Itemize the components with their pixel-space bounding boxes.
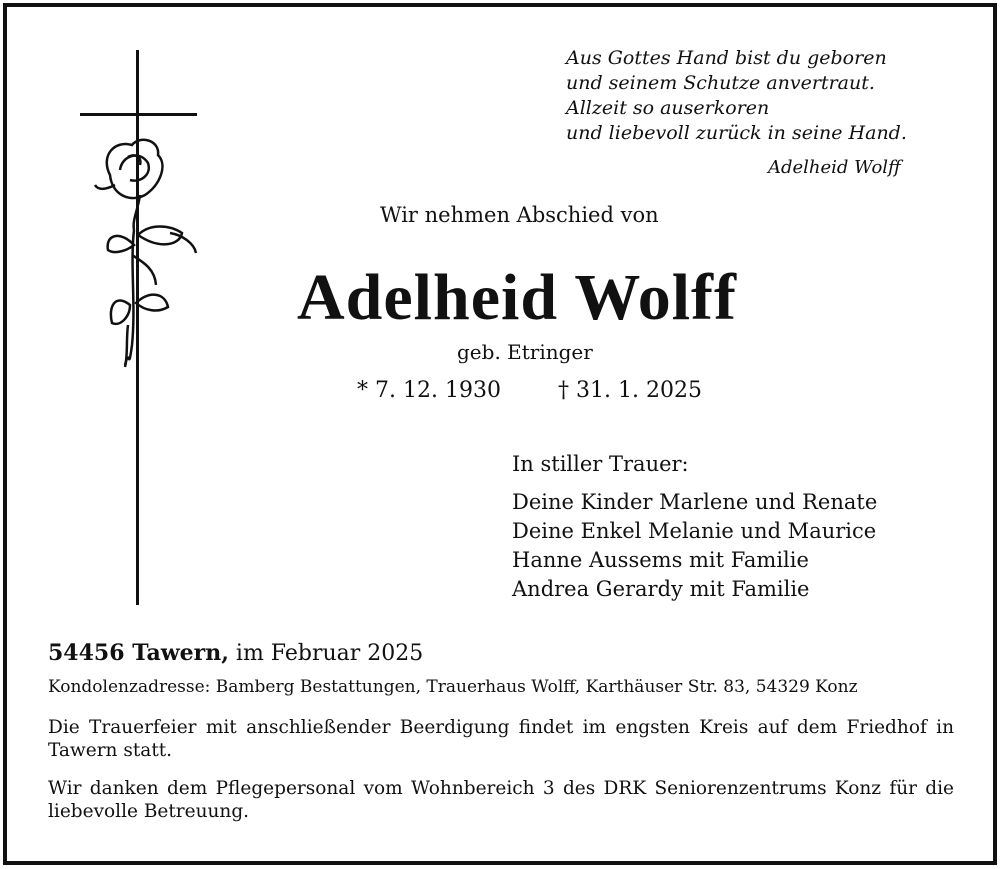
poem: [566, 46, 907, 146]
deceased-name: Adelheid Wolff: [297, 261, 738, 334]
funeral-info: Die Trauerfeier mit anschließender Beerdigung findet im engsten Kreis auf dem Friedhof in Tawern statt.: [48, 717, 954, 761]
mourner-line: Hanne Aussems mit Familie: [512, 548, 809, 572]
cross-with-rose-icon: [70, 45, 210, 610]
mourners-list: [512, 488, 877, 604]
birth-date: * 7. 12. 1930: [357, 378, 501, 403]
poem-author: Adelheid Wolff: [768, 157, 901, 178]
condolence-address: Kondolenzadresse: Bamberg Bestattungen, Trauerhaus Wolff, Karthäuser Str. 83, 54329 Konz: [48, 677, 858, 697]
mourners-heading: In stiller Trauer:: [512, 452, 689, 476]
place: 54456 Tawern,: [48, 640, 229, 666]
poem-line: und seinem Schutze anvertraut.: [566, 72, 875, 94]
mourner-line: Andrea Gerardy mit Familie: [512, 577, 810, 601]
poem-line: Allzeit so auserkoren: [566, 97, 770, 119]
birth-name: geb. Etringer: [457, 340, 593, 364]
death-date: † 31. 1. 2025: [558, 378, 702, 403]
poem-line: und liebevoll zurück in seine Hand.: [566, 122, 907, 144]
thanks-text: Wir danken dem Pflegepersonal vom Wohnbereich 3 des DRK Seniorenzentrums Konz für die liebevolle Betreuung.: [48, 778, 954, 822]
mourner-line: Deine Kinder Marlene und Renate: [512, 490, 878, 514]
place-date-line: [48, 640, 423, 666]
date: im Februar 2025: [235, 641, 424, 666]
poem-line: Aus Gottes Hand bist du geboren: [566, 47, 887, 69]
intro-text: Wir nehmen Abschied von: [380, 203, 659, 227]
mourner-line: Deine Enkel Melanie und Maurice: [512, 519, 877, 543]
